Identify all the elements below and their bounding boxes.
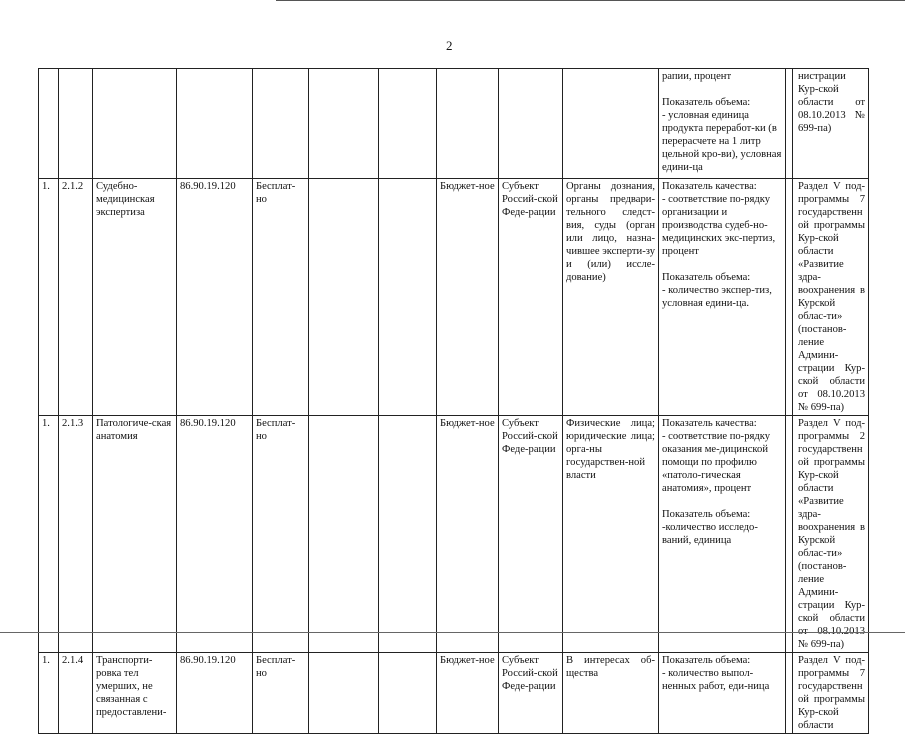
inner-divider <box>792 653 793 733</box>
payment-type-cell: Бесплат-но <box>253 179 309 416</box>
table-row <box>39 69 869 179</box>
indicator-line: Показатель объема: <box>662 655 751 666</box>
legal-basis-cell <box>786 416 869 653</box>
indicator-line: Показатель объема: <box>662 272 751 283</box>
legal-basis-text: Раздел V под-программы 7 государственной программы Кур-ской области «Развитие здра-воохранения в Курской облас-ти» (постанов-ление Админи-страции Кур-ской области от 08.10.2013 № 699-па) <box>798 181 865 413</box>
page-number: 2 <box>446 38 453 53</box>
empty-cell <box>309 653 379 734</box>
indicators-cell <box>659 69 786 179</box>
indicator-line: Показатель объема: <box>662 509 751 520</box>
row-number-cell <box>39 69 59 179</box>
institution-type-cell: Бюджет-ное <box>437 653 499 734</box>
indicators-cell <box>659 179 786 416</box>
payment-type-cell: Бесплат-но <box>253 416 309 653</box>
consumers-cell: В интересах об-щества <box>563 653 659 734</box>
institution-type-cell <box>437 69 499 179</box>
service-name-cell: Судебно-медицинская экспертиза <box>93 179 177 416</box>
row-number-cell: 1. <box>39 653 59 734</box>
legal-basis-cell <box>786 653 869 734</box>
consumers-cell <box>563 69 659 179</box>
authority-level-cell: Субъект Россий-ской Феде-рации <box>499 653 563 734</box>
inner-divider <box>792 179 793 415</box>
empty-cell <box>379 416 437 653</box>
legal-basis-cell <box>786 69 869 179</box>
empty-cell <box>379 653 437 734</box>
legal-basis-text: Раздел V под-программы 7 государственной программы Кур-ской области <box>798 655 865 731</box>
indicator-line: -количество исследо-ваний, единица <box>662 522 758 546</box>
indicator-line: - соответствие по-рядку оказания ме-дицинской помощи по профилю «патоло-гическая анатомия», процент <box>662 431 771 494</box>
service-name-cell: Патологиче-ская анатомия <box>93 416 177 653</box>
indicator-line: Показатель объема: <box>662 97 751 108</box>
service-name-cell <box>93 69 177 179</box>
legal-basis-cell <box>786 179 869 416</box>
top-rule <box>276 0 905 1</box>
empty-cell <box>379 179 437 416</box>
table-row <box>39 653 869 734</box>
table-row <box>39 179 869 416</box>
consumers-cell: Органы дознания, органы предвари-тельного следст-вия, суды (орган или лицо, назна-чившее эксперти-зу и (или) иссле-дование) <box>563 179 659 416</box>
row-number-cell: 1. <box>39 179 59 416</box>
authority-level-cell <box>499 69 563 179</box>
indicator-line: - количество экспер-тиз, условная едини-ца. <box>662 285 772 309</box>
payment-type-cell: Бесплат-но <box>253 653 309 734</box>
okved-code-cell <box>177 69 253 179</box>
indicators-cell <box>659 416 786 653</box>
empty-cell <box>309 69 379 179</box>
service-name-cell: Транспорти-ровка тел умерших, не связанная с предоставлени- <box>93 653 177 734</box>
indicator-line: - соответствие по-рядку организации и производства судеб-но-медицинских экс-пертиз, процент <box>662 194 776 257</box>
empty-cell <box>309 179 379 416</box>
okved-code-cell: 86.90.19.120 <box>177 653 253 734</box>
consumers-cell: Физические лица; юридические лица; орга-ны государствен-ной власти <box>563 416 659 653</box>
okved-code-cell: 86.90.19.120 <box>177 416 253 653</box>
indicator-line: - количество выпол-ненных работ, еди-ница <box>662 668 770 692</box>
authority-level-cell: Субъект Россий-ской Феде-рации <box>499 179 563 416</box>
registry-table <box>38 68 869 734</box>
indicator-line: Показатель качества: <box>662 181 757 192</box>
institution-type-cell: Бюджет-ное <box>437 179 499 416</box>
item-code-cell: 2.1.3 <box>59 416 93 653</box>
legal-basis-text: нистрации Кур-ской области от 08.10.2013 № 699-па) <box>798 71 865 134</box>
indicator-line: рапии, процент <box>662 71 732 82</box>
inner-divider <box>792 69 793 178</box>
legal-basis-text: Раздел V под-программы 2 государственной программы Кур-ской области «Развитие здра-воохранения в Курской облас-ти» (постанов-ление Админи-страции Кур-ской области от 08.10.2013 № 699-па) <box>798 418 865 650</box>
item-code-cell <box>59 69 93 179</box>
indicator-line: - условная единица продукта переработ-ки (в перерасчете на 1 литр цельной кро-ви), условная едини-ца <box>662 110 782 173</box>
payment-type-cell <box>253 69 309 179</box>
institution-type-cell: Бюджет-ное <box>437 416 499 653</box>
table-row <box>39 416 869 653</box>
okved-code-cell: 86.90.19.120 <box>177 179 253 416</box>
item-code-cell: 2.1.4 <box>59 653 93 734</box>
inner-divider <box>792 416 793 652</box>
indicator-line: Показатель качества: <box>662 418 757 429</box>
bottom-rule <box>0 632 905 633</box>
row-number-cell: 1. <box>39 416 59 653</box>
empty-cell <box>309 416 379 653</box>
authority-level-cell: Субъект Россий-ской Феде-рации <box>499 416 563 653</box>
item-code-cell: 2.1.2 <box>59 179 93 416</box>
empty-cell <box>379 69 437 179</box>
indicators-cell <box>659 653 786 734</box>
